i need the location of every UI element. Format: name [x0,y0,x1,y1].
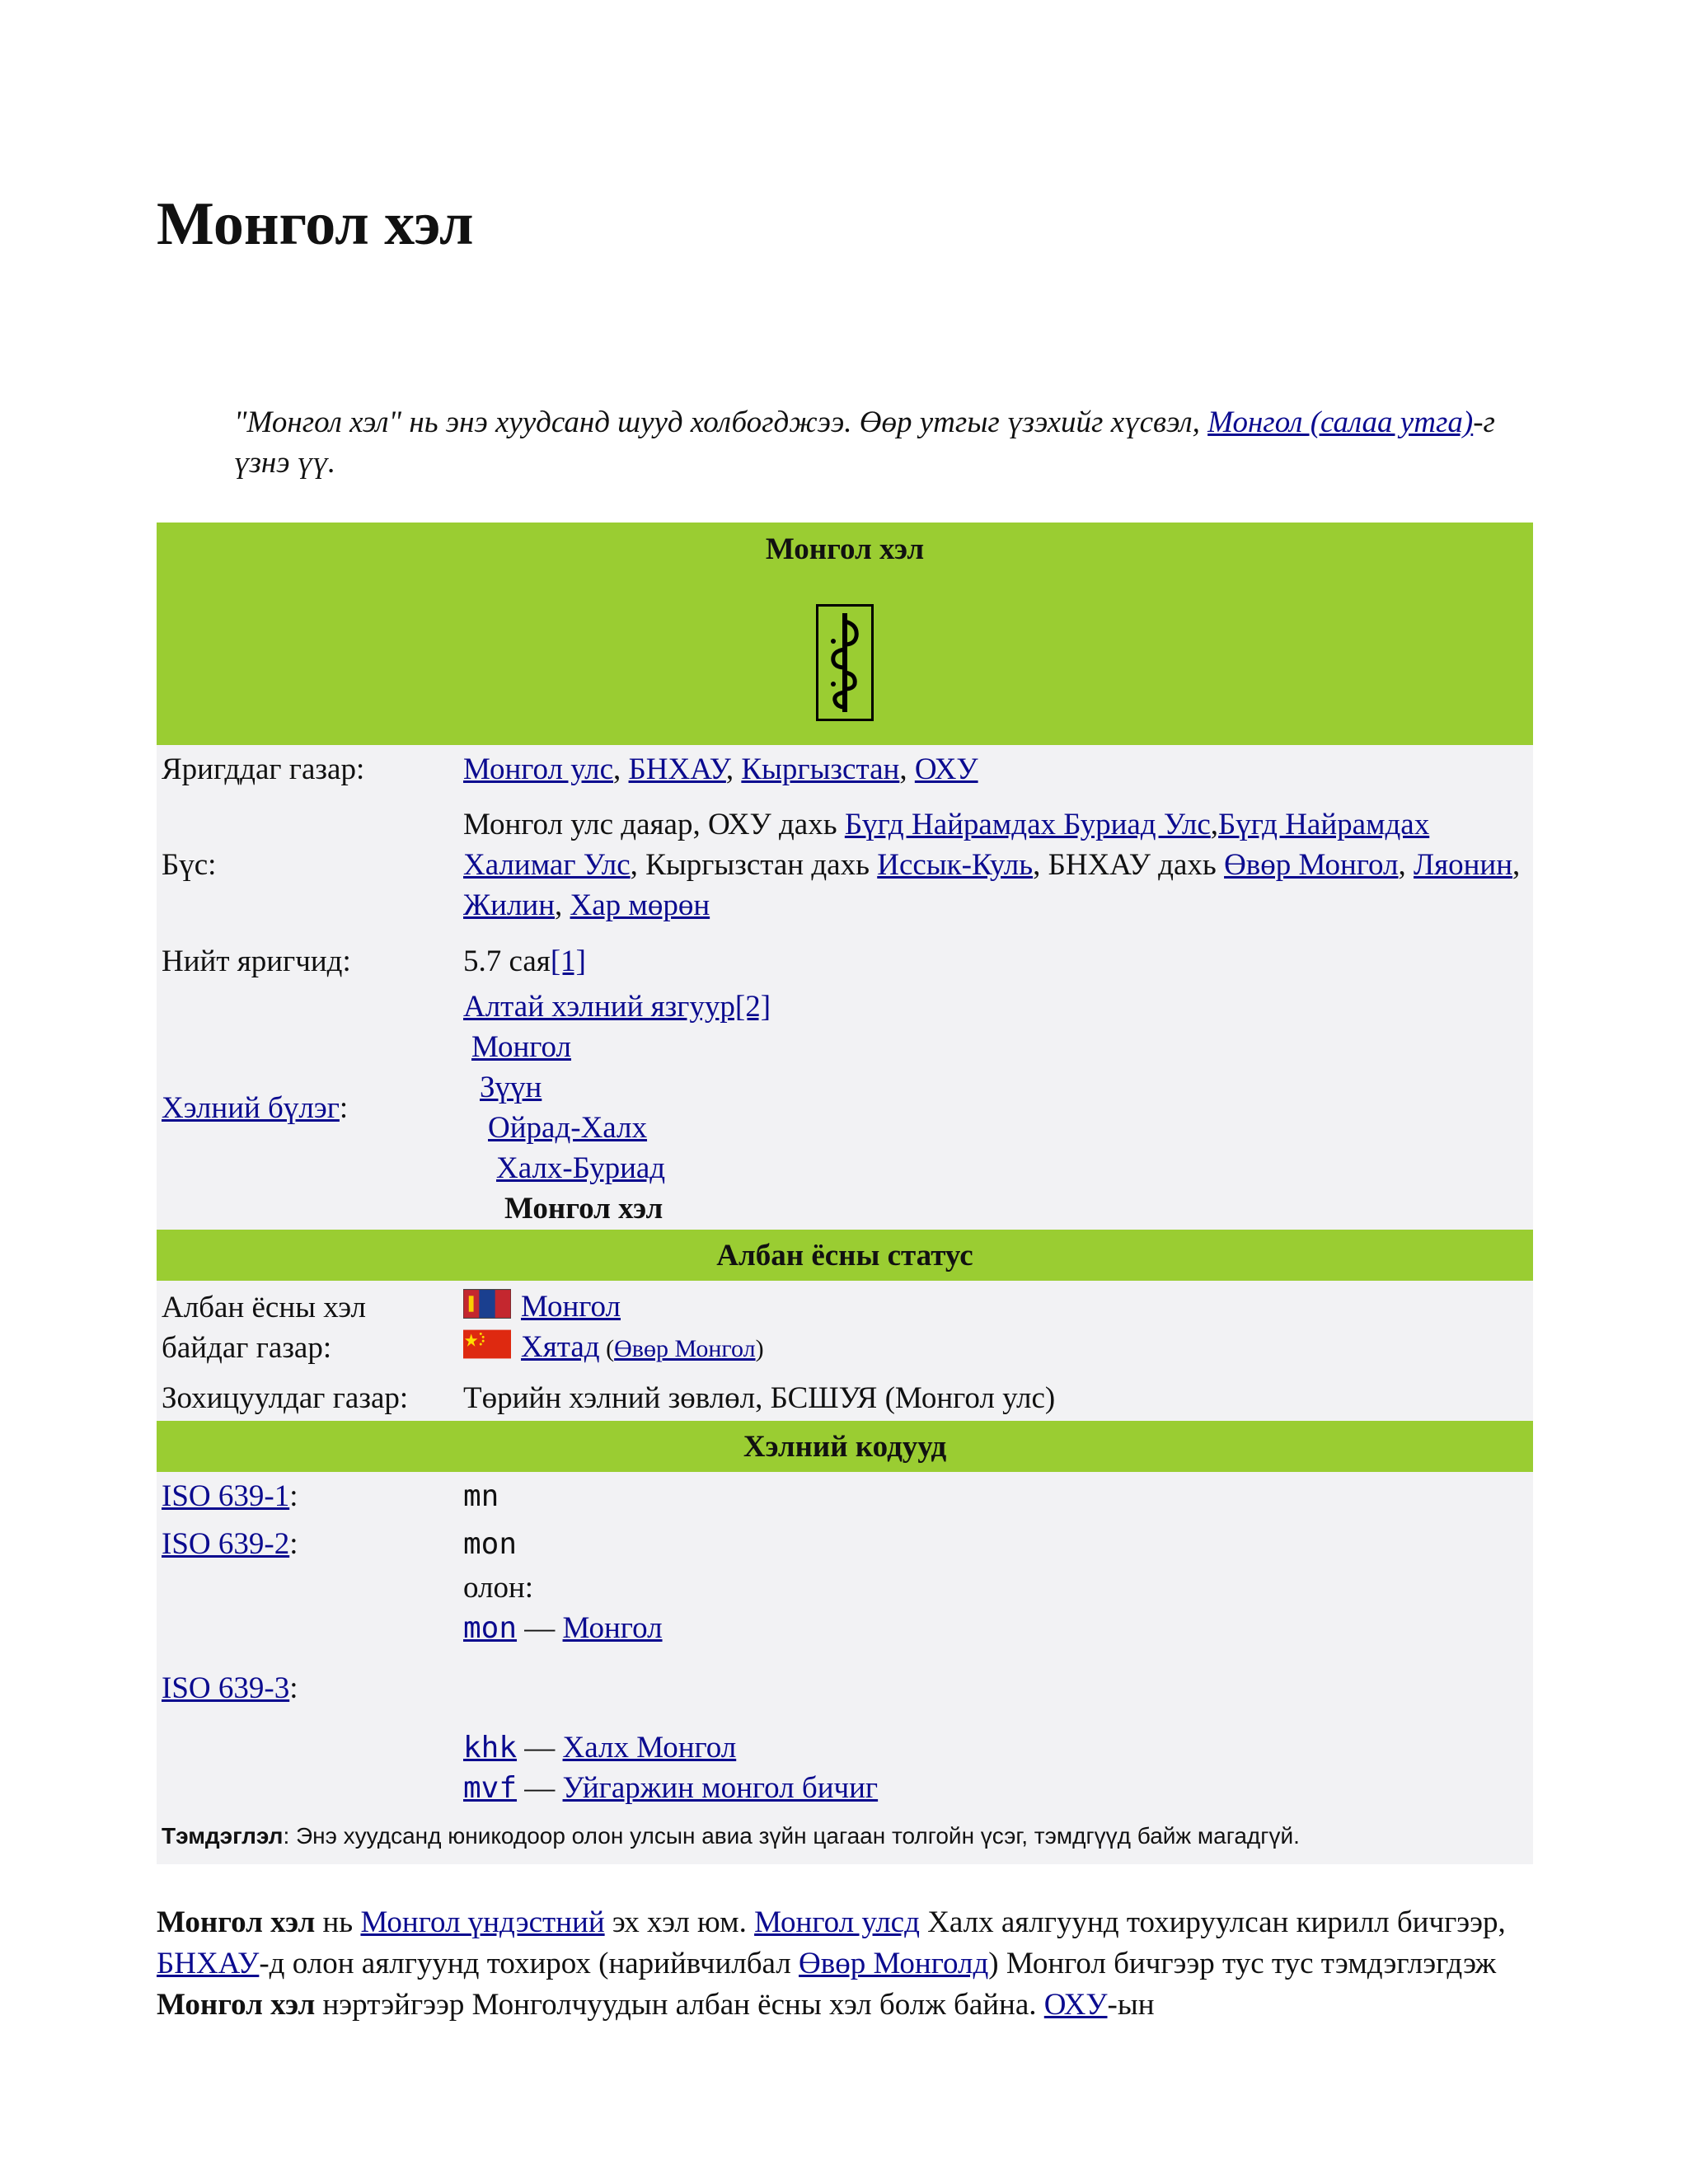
dash: — [517,1771,563,1805]
iso2-link[interactable]: ISO 639-2 [162,1526,290,1561]
iso2-code: mon [457,1520,1533,1568]
colon: : [339,1090,349,1125]
family-eastern-link[interactable]: Зүүн [480,1071,542,1104]
infobox-title-cell [157,523,1533,745]
iso3-code-khk[interactable]: khk [463,1731,518,1765]
link-mongol-nation[interactable]: Монгол үндэстний [360,1905,605,1939]
body-text: -д олон аялгуунд тохирох (нарийвчилбал [259,1947,799,1980]
iso3-multi: олон: [463,1571,534,1605]
link-kalmykia[interactable]: Бүгд Найрамдах Халимаг Улс [463,807,1430,882]
speakers-label: Нийт яригчид: [157,936,457,986]
dash: — [517,1611,563,1645]
reference-link[interactable]: [1] [550,944,586,978]
link-official-mongolia[interactable]: Монгол [521,1290,621,1324]
body-text: эх хэл юм. [604,1905,755,1939]
iso3-code-mon[interactable]: mon [463,1611,518,1645]
family-label-cell [157,986,457,1230]
link-prc-body[interactable]: БНХАУ [157,1947,260,1980]
region-text: , [1210,807,1219,841]
body-text: нэртэйгээр Монголчуудын албан ёсны хэл болж байна. [315,1988,1044,2022]
iso2-label-cell: ISO 639-2: [157,1520,457,1568]
link-issyk-kul[interactable]: Иссык-Куль [877,847,1034,882]
hatnote [234,402,1536,483]
family-current: Монгол хэл [504,1192,663,1226]
link-official-china[interactable]: Хятад [521,1330,600,1364]
iso3-code-mvf[interactable]: mvf [463,1771,518,1805]
dash: — [517,1731,563,1765]
family-mongolic-link[interactable]: Монгол [471,1030,572,1064]
iso3-name-mvf[interactable]: Уйгаржин монгол бичиг [562,1771,879,1805]
region-text: , [1512,847,1521,882]
infobox-note [157,1808,1533,1864]
iso3-link[interactable]: ISO 639-3 [162,1671,290,1705]
link-official-inner-mongolia[interactable]: Өвөр Монгол [614,1335,756,1362]
note-text: : Энэ хуудсанд юникодоор олон улсын авиа зүйн цагаан толгойн үсэг, тэмдгүүд байж магадгүй. [283,1823,1300,1849]
iso3-name-mon[interactable]: Монгол [562,1611,663,1645]
region-label: Бүс: [157,793,457,936]
bold-term: Монгол хэл [157,1905,316,1939]
link-mongolia[interactable]: Монгол улс [463,752,614,786]
region-text: , [555,888,570,922]
link-inner-mongolia[interactable]: Өвөр Монгол [1224,847,1399,882]
speakers-count: 5.7 сая [463,944,551,978]
disambiguation-link[interactable]: Монгол (салаа утга) [1207,405,1474,439]
body-text: ) Монгол бичгээр тус тус тэмдэглэгдэж [988,1947,1497,1980]
spoken-in-label: Яригддаг газар: [157,745,457,793]
speakers-value [457,936,1533,986]
link-russia-body[interactable]: ОХУ [1043,1988,1108,2022]
link-jilin[interactable]: Жилин [463,888,556,922]
region-text: , [1398,847,1414,882]
region-value [457,793,1533,936]
bold-term: Монгол хэл [157,1988,316,2022]
mongolian-script-image [816,604,874,721]
mongolia-flag-icon [463,1289,511,1319]
page-title: Монгол хэл [157,190,474,258]
intro-paragraph [157,1902,1525,2026]
infobox-title: Монгол хэл [765,532,925,566]
link-buryatia[interactable]: Бүгд Найрамдах Буриад Улс [844,807,1211,841]
mongolian-script-icon [818,607,871,719]
regulated-value: Төрийн хэлний зөвлөл, БСШУЯ (Монгол улс) [457,1375,1533,1421]
link-inner-mongolia-body[interactable]: Өвөр Монголд [799,1947,989,1980]
official-label: Албан ёсны хэл байдаг газар: [157,1281,457,1375]
body-text: нь [315,1905,361,1939]
link-liaoning[interactable]: Ляонин [1414,847,1513,882]
iso3-label-cell: ISO 639-3: [157,1568,457,1808]
iso1-code: mn [457,1472,1533,1520]
region-text: , БНХАУ дахь [1033,847,1225,882]
body-text: -ын [1107,1988,1155,2022]
family-tree [457,986,1533,1230]
region-text: Монгол улс даяар, ОХУ дахь [463,807,845,841]
region-text: , Кыргызстан дахь [630,847,878,882]
separator: , [613,752,629,786]
link-mongolia-state[interactable]: Монгол улсд [754,1905,920,1939]
hatnote-suffix: -г үзнэ үү. [234,405,1495,480]
link-heilongjiang[interactable]: Хар мөрөн [570,888,710,922]
family-altaic-link[interactable]: Алтай хэлний язгуур[2] [463,990,771,1024]
official-value [457,1281,1533,1375]
paren: ( [599,1335,615,1362]
language-codes-header: Хэлний кодууд [157,1421,1533,1472]
link-russia[interactable]: ОХУ [914,752,978,786]
iso1-link[interactable]: ISO 639-1 [162,1479,290,1513]
language-family-link[interactable]: Хэлний бүлэг [162,1090,340,1125]
iso3-value [457,1568,1533,1808]
note-label: Тэмдэглэл [162,1823,284,1849]
hatnote-text: "Монгол хэл" нь энэ хуудсанд шууд холбогджээ. Өөр утгыг үзэхийг хүсвэл, [234,405,1208,439]
family-oirat-khalkha-link[interactable]: Ойрад-Халх [488,1111,648,1145]
link-kyrgyzstan[interactable]: Кыргызстан [741,752,900,786]
body-text: Халх аялгуунд тохируулсан кирилл бичгээр, [919,1905,1506,1939]
regulated-label: Зохицуулдаг газар: [157,1375,457,1421]
official-status-header: Албан ёсны статус [157,1230,1533,1281]
iso1-label-cell: ISO 639-1: [157,1472,457,1520]
family-khalkha-buryat-link[interactable]: Халх-Буриад [496,1151,666,1185]
link-prc[interactable]: БНХАУ [628,752,726,786]
iso3-name-khk[interactable]: Халх Монгол [562,1731,737,1765]
spoken-in-value [457,745,1533,793]
separator: , [899,752,915,786]
paren: ) [755,1335,764,1362]
separator: , [725,752,742,786]
china-flag-icon [463,1329,511,1359]
infobox [157,523,1533,1864]
